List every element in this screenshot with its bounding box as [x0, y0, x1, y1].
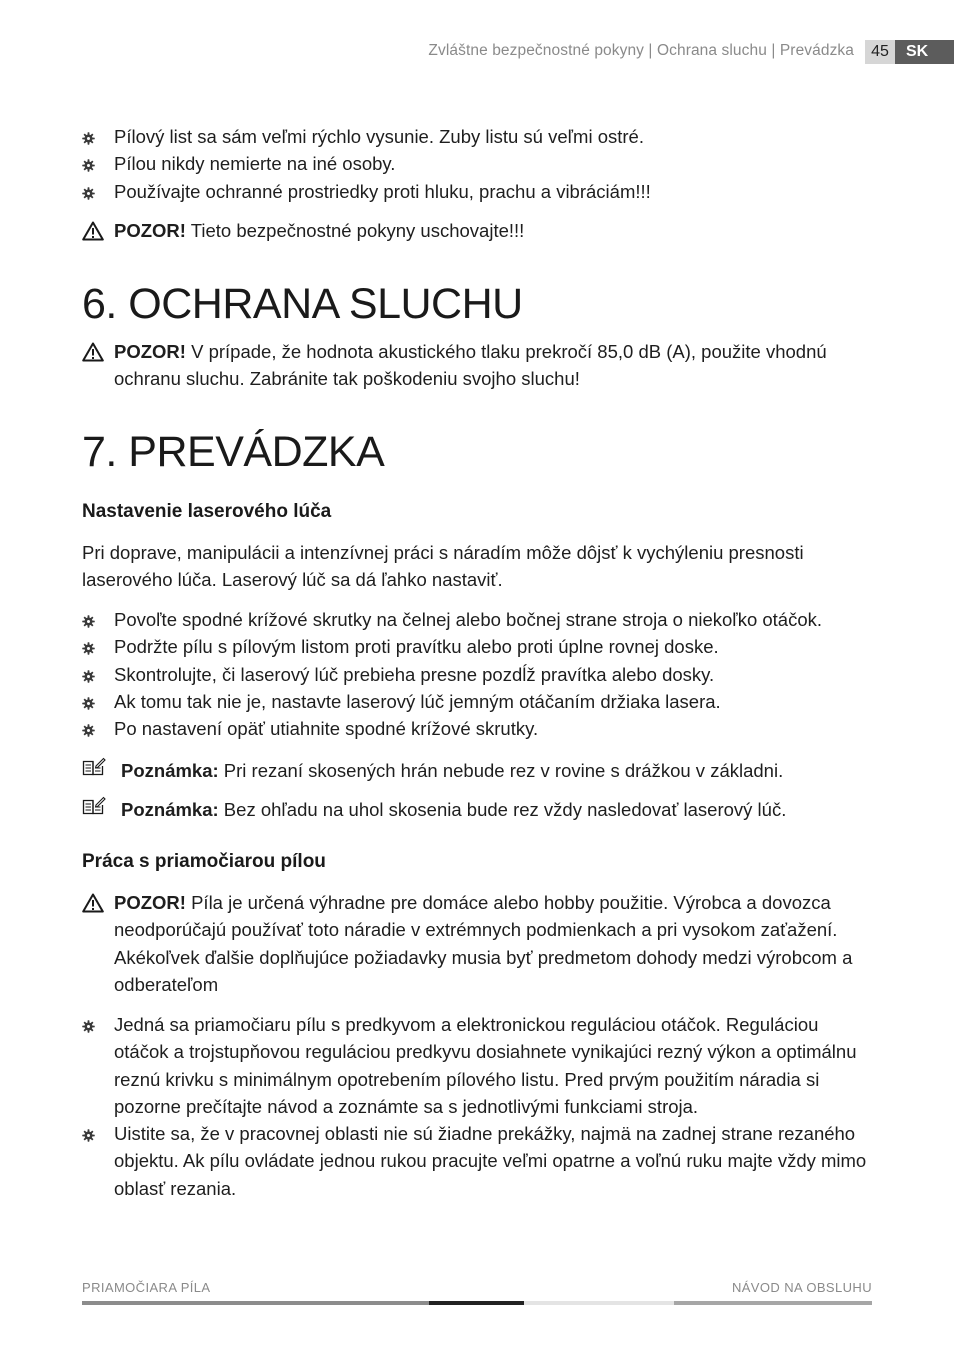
- list-item: Skontrolujte, či laserový lúč prebieha presne pozdĺž pravítka alebo dosky.: [82, 661, 872, 688]
- gear-bullet-icon: [82, 670, 95, 683]
- footer-bar-segment: [82, 1301, 429, 1305]
- open-book-pencil-icon: [82, 757, 106, 777]
- gear-bullet-icon: [82, 1020, 95, 1033]
- gear-bullet-icon: [82, 642, 95, 655]
- footer-product-name: PRIAMOČIARA PÍLA: [82, 1280, 211, 1295]
- note-laser-follow: Poznámka: Bez ohľadu na uhol skosenia bude rez vždy nasledovať laserový lúč.: [82, 796, 911, 823]
- list-item: Ak tomu tak nie je, nastavte laserový lúč jemným otáčaním držiaka lasera.: [82, 688, 872, 715]
- gear-bullet-icon: [82, 615, 95, 628]
- footer-bar-segment: [429, 1301, 524, 1305]
- list-item: Po nastavení opäť utiahnite spodné krížové skrutky.: [82, 715, 872, 742]
- subsection-title-jigsaw-work: Práca s priamočiarou pílou: [82, 851, 326, 872]
- list-item: Pílou nikdy nemierte na iné osoby.: [82, 150, 872, 177]
- section-title-operation: 7. PREVÁDZKA: [82, 428, 385, 476]
- warning-keep-instructions: POZOR! Tieto bezpečnostné pokyny uschovajte!!!: [82, 217, 904, 244]
- warning-triangle-icon: [82, 342, 104, 362]
- header-breadcrumb: Zvláštne bezpečnostné pokyny | Ochrana sluchu | Prevádzka: [428, 42, 854, 59]
- gear-bullet-icon: [82, 1129, 95, 1142]
- open-book-pencil-icon: [82, 796, 106, 816]
- note-bevel-cut: Poznámka: Pri rezaní skosených hrán nebude rez v rovine s drážkou v základni.: [82, 757, 911, 784]
- list-item: Povoľte spodné krížové skrutky na čelnej alebo bočnej strane stroja o niekoľko otáčok.: [82, 606, 872, 633]
- laser-bullet-list: [82, 606, 872, 742]
- list-item: Uistite sa, že v pracovnej oblasti nie sú žiadne prekážky, najmä na zadnej strane rezaného objektu. Ak pílu ovládate jednou rukou pracujte veľmi opatrne a voľnú ruku majte vždy mimo oblasť rezania.: [82, 1120, 872, 1202]
- footer-manual-label: NÁVOD NA OBSLUHU: [731, 1280, 872, 1295]
- footer-bar-segment: [674, 1301, 872, 1305]
- list-item: Pílový list sa sám veľmi rýchlo vysunie. Zuby listu sú veľmi ostré.: [82, 123, 872, 150]
- list-item: Používajte ochranné prostriedky proti hluku, prachu a vibráciám!!!: [82, 178, 872, 205]
- gear-bullet-icon: [82, 132, 95, 145]
- list-item: Jedná sa priamočiaru pílu s predkyvom a elektronickou reguláciou otáčok. Reguláciou otáčok a trojstupňovou reguláciou predkyvu dosiahnete vynikajúci rezný výkon a optimálnu reznú krivku s minimálnym opotrebením pílového listu. Pred prvým použitím náradia si pozorne prečítajte návod a zoznámte sa s jednotlivými funkciami stroja.: [82, 1011, 872, 1120]
- warning-home-use: POZOR! Píla je určená výhradne pre domáce alebo hobby použitie. Výrobca a dovozca neodporúčajú používať toto náradie v extrémnych podmienkach a pri vysokom zaťažení. Akékoľvek ďalšie doplňujúce požiadavky musia byť predmetom dohody medzi výrobcom a odberateľom: [82, 889, 899, 998]
- gear-bullet-icon: [82, 159, 95, 172]
- top-bullet-list: [82, 123, 872, 205]
- gear-bullet-icon: [82, 187, 95, 200]
- warning-triangle-icon: [82, 221, 104, 241]
- footer-bar-segment: [524, 1301, 674, 1305]
- jigsaw-bullet-list: [82, 1011, 872, 1202]
- language-tab: SK: [895, 40, 954, 64]
- list-item: Podržte pílu s pílovým listom proti pravítku alebo proti úplne rovnej doske.: [82, 633, 872, 660]
- page-number: 45: [865, 40, 895, 64]
- warning-hearing: POZOR! V prípade, že hodnota akustického tlaku prekročí 85,0 dB (A), použite vhodnú ochranu sluchu. Zabránite tak poškodeniu svojho sluchu!: [82, 338, 864, 393]
- gear-bullet-icon: [82, 724, 95, 737]
- warning-triangle-icon: [82, 893, 104, 913]
- section-title-hearing-protection: 6. OCHRANA SLUCHU: [82, 280, 523, 328]
- gear-bullet-icon: [82, 697, 95, 710]
- laser-intro-paragraph: Pri doprave, manipulácii a intenzívnej práci s náradím môže dôjsť k vychýleniu presnosti laserového lúča. Laserový lúč sa dá ľahko nastaviť.: [82, 542, 804, 591]
- subsection-title-laser: Nastavenie laserového lúča: [82, 501, 332, 522]
